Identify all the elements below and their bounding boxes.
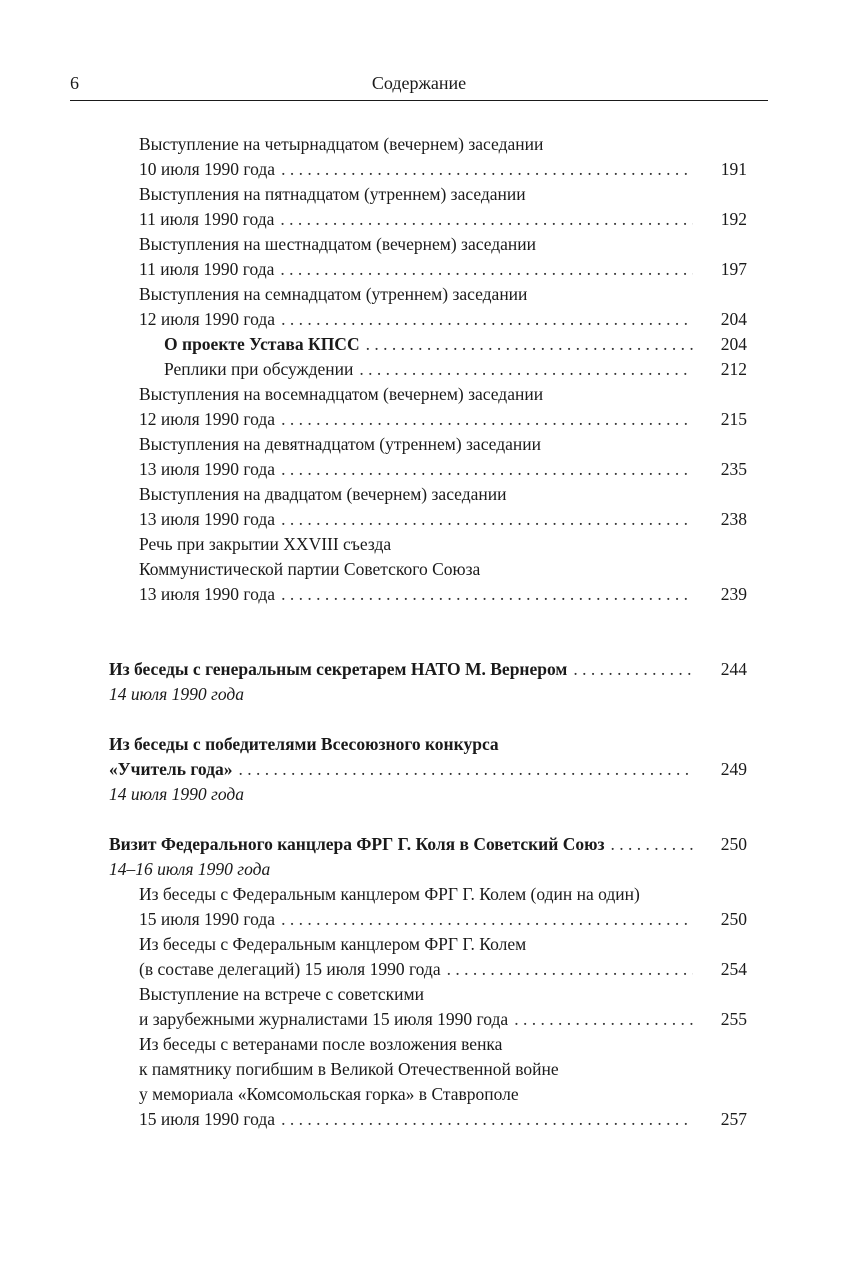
toc-title: Визит Федерального канцлера ФРГ Г. Коля в Советский Союз [109, 834, 605, 854]
toc-title: Из беседы с Федеральным канцлером ФРГ Г. Колем [139, 934, 527, 954]
toc-title: 13 июля 1990 года [139, 459, 276, 479]
toc-title: Выступления на девятнадцатом (утреннем) заседании [139, 434, 541, 454]
toc-page-number: 250 [720, 909, 747, 929]
toc-entry[interactable] [0, 357, 857, 382]
toc-entry[interactable] [0, 157, 857, 182]
toc-title: 13 июля 1990 года [139, 509, 276, 529]
dot-leader [280, 207, 693, 232]
toc-entry[interactable] [0, 957, 857, 982]
dot-leader [281, 1107, 693, 1132]
dot-leader [366, 332, 693, 357]
toc-line [0, 382, 857, 407]
dot-leader [238, 757, 693, 782]
dot-leader [281, 407, 693, 432]
toc-title: Выступления на двадцатом (вечернем) заседании [139, 484, 507, 504]
toc-line [0, 232, 857, 257]
section-spacer [0, 707, 857, 732]
section-spacer [0, 607, 857, 657]
toc-entry[interactable] [0, 832, 857, 857]
toc-line [0, 857, 857, 882]
toc-title: О проекте Устава КПСС [164, 334, 360, 354]
toc-page-number: 215 [720, 409, 747, 429]
toc-entry[interactable] [0, 1107, 857, 1132]
table-of-contents [0, 132, 857, 1132]
toc-entry[interactable] [0, 657, 857, 682]
toc-line [0, 1032, 857, 1057]
toc-title: 11 июля 1990 года [139, 209, 275, 229]
toc-page-number: 204 [720, 334, 747, 354]
dot-leader [281, 307, 693, 332]
toc-page-number: 235 [720, 459, 747, 479]
dot-leader [611, 832, 693, 857]
toc-title: Реплики при обсуждении [164, 359, 354, 379]
section-spacer [0, 807, 857, 832]
toc-line [0, 1057, 857, 1082]
toc-page-number: 238 [720, 509, 747, 529]
toc-title: Из беседы с Федеральным канцлером ФРГ Г. Колем (один на один) [139, 884, 640, 904]
toc-date: 14 июля 1990 года [109, 684, 244, 704]
toc-title: Выступление на четырнадцатом (вечернем) заседании [139, 134, 544, 154]
toc-line [0, 882, 857, 907]
toc-title: 13 июля 1990 года [139, 584, 276, 604]
dot-leader [281, 582, 693, 607]
toc-title: Выступления на пятнадцатом (утреннем) заседании [139, 184, 526, 204]
toc-title: Из беседы с победителями Всесоюзного конкурса [109, 734, 499, 754]
toc-page-number: 204 [720, 309, 747, 329]
toc-page-number: 191 [720, 159, 747, 179]
toc-title: 12 июля 1990 года [139, 409, 276, 429]
toc-entry[interactable] [0, 907, 857, 932]
toc-title: 12 июля 1990 года [139, 309, 276, 329]
toc-entry[interactable] [0, 407, 857, 432]
toc-date: 14–16 июля 1990 года [109, 859, 271, 879]
toc-entry[interactable] [0, 1007, 857, 1032]
toc-page-number: 192 [720, 209, 747, 229]
dot-leader [281, 457, 693, 482]
dot-leader [573, 657, 693, 682]
toc-title: (в составе делегаций) 15 июля 1990 года [139, 959, 441, 979]
toc-line [0, 282, 857, 307]
toc-line [0, 482, 857, 507]
toc-line [0, 732, 857, 757]
toc-page-number: 257 [720, 1109, 747, 1129]
toc-title: к памятнику погибшим в Великой Отечественной войне [139, 1059, 559, 1079]
toc-entry[interactable] [0, 307, 857, 332]
toc-line [0, 432, 857, 457]
toc-page-number: 244 [720, 659, 747, 679]
toc-page-number: 254 [720, 959, 747, 979]
dot-leader [280, 257, 693, 282]
toc-line [0, 682, 857, 707]
page-header [70, 72, 768, 101]
toc-entry[interactable] [0, 457, 857, 482]
dot-leader [359, 357, 693, 382]
toc-page-number: 255 [720, 1009, 747, 1029]
toc-entry[interactable] [0, 207, 857, 232]
toc-title: Речь при закрытии XXVIII съезда [139, 534, 392, 554]
toc-entry[interactable] [0, 507, 857, 532]
toc-entry[interactable] [0, 332, 857, 357]
dot-leader [281, 157, 693, 182]
toc-title: и зарубежными журналистами 15 июля 1990 года [139, 1009, 509, 1029]
toc-title: «Учитель года» [109, 759, 233, 779]
toc-page-number: 239 [720, 584, 747, 604]
toc-page-number: 212 [720, 359, 747, 379]
toc-line [0, 1082, 857, 1107]
toc-title: Выступления на семнадцатом (утреннем) заседании [139, 284, 528, 304]
toc-line [0, 932, 857, 957]
toc-date: 14 июля 1990 года [109, 784, 244, 804]
toc-title: Выступление на встрече с советскими [139, 984, 424, 1004]
toc-line [0, 532, 857, 557]
toc-title: 15 июля 1990 года [139, 909, 276, 929]
toc-page-number: 249 [720, 759, 747, 779]
running-head: Содержание [371, 73, 467, 93]
toc-line [0, 782, 857, 807]
toc-line [0, 132, 857, 157]
toc-line [0, 557, 857, 582]
toc-title: Из беседы с ветеранами после возложения венка [139, 1034, 503, 1054]
dot-leader [281, 907, 693, 932]
toc-title: Выступления на восемнадцатом (вечернем) заседании [139, 384, 544, 404]
page-number: 6 [70, 73, 79, 93]
toc-title: у мемориала «Комсомольская горка» в Ставрополе [139, 1084, 519, 1104]
dot-leader [514, 1007, 693, 1032]
toc-entry[interactable] [0, 257, 857, 282]
toc-page-number: 250 [720, 834, 747, 854]
toc-title: 10 июля 1990 года [139, 159, 276, 179]
toc-title: Коммунистической партии Советского Союза [139, 559, 481, 579]
dot-leader [447, 957, 693, 982]
toc-title: 15 июля 1990 года [139, 1109, 276, 1129]
toc-line [0, 182, 857, 207]
dot-leader [281, 507, 693, 532]
toc-page-number: 197 [720, 259, 747, 279]
toc-entry[interactable] [0, 582, 857, 607]
toc-title: Из беседы с генеральным секретарем НАТО М. Вернером [109, 659, 568, 679]
toc-title: Выступления на шестнадцатом (вечернем) заседании [139, 234, 536, 254]
toc-line [0, 982, 857, 1007]
toc-entry[interactable] [0, 757, 857, 782]
toc-title: 11 июля 1990 года [139, 259, 275, 279]
